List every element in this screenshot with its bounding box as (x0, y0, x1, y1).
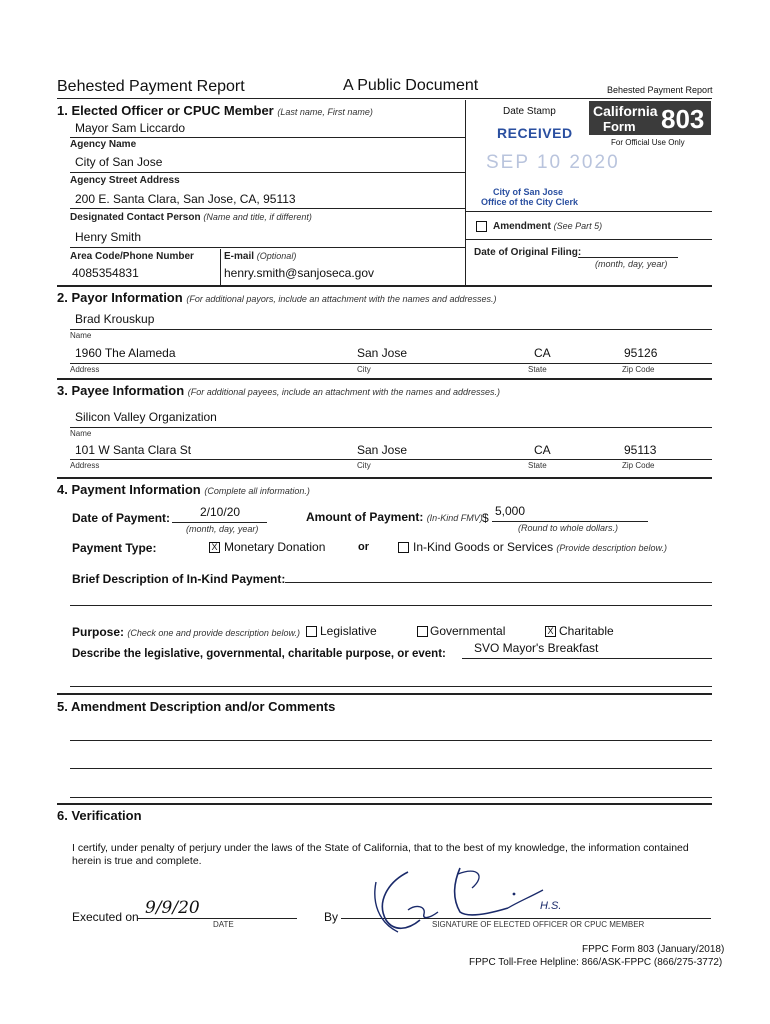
email-label: E-mail (Optional) (224, 251, 297, 262)
comments-line-3[interactable] (70, 797, 712, 798)
payor-state[interactable]: CA (534, 346, 551, 360)
date-label: DATE (213, 920, 234, 929)
executed-date[interactable]: 9/9/20 (145, 898, 200, 918)
stamp-clerk: Office of the City Clerk (481, 197, 579, 207)
signature-initials: H.S. (540, 900, 562, 912)
amendment-label: Amendment (See Part 5) (493, 221, 603, 232)
stamp-city: City of San Jose (493, 187, 564, 197)
payor-city-label: City (357, 365, 371, 374)
stamp-date: SEP 10 2020 (486, 152, 620, 173)
payor-city[interactable]: San Jose (357, 346, 408, 360)
agency-name[interactable]: City of San Jose (75, 155, 163, 169)
badge-state: California (593, 103, 658, 119)
payment-amount-value[interactable]: 5,000 (495, 504, 526, 518)
payee-state-label: State (528, 461, 547, 470)
badge-form: Form (603, 119, 636, 134)
describe-purpose-value[interactable]: SVO Mayor's Breakfast (474, 641, 599, 655)
charitable-checkbox[interactable]: X (545, 626, 556, 637)
inkind-description-label: Brief Description of In-Kind Payment: (72, 572, 286, 586)
charitable-label: Charitable (559, 624, 614, 638)
header-rule (57, 98, 712, 99)
certify-text-line-2: herein is true and complete. (72, 855, 202, 867)
payee-city-label: City (357, 461, 371, 470)
payment-currency: $ (482, 511, 489, 525)
describe-purpose-label: Describe the legislative, governmental, charitable purpose, or event: (72, 648, 446, 660)
payment-date-label: Date of Payment: (72, 511, 171, 525)
payee-city[interactable]: San Jose (357, 443, 408, 457)
form-version: FPPC Form 803 (January/2018) (582, 944, 725, 955)
certify-text-line-1: I certify, under penalty of perjury under the laws of the State of California, that to the best of my knowledge, the information contained (72, 842, 689, 854)
contact-person[interactable]: Henry Smith (75, 230, 142, 244)
payee-address-label: Address (70, 461, 100, 470)
phone-number[interactable]: 4085354831 (72, 266, 139, 280)
governmental-label: Governmental (430, 624, 506, 638)
payment-type-label: Payment Type: (72, 541, 157, 555)
monetary-donation-checkbox[interactable]: X (209, 542, 220, 553)
payor-address-label: Address (70, 365, 100, 374)
inkind-description-field[interactable] (285, 582, 712, 583)
payor-name-label: Name (70, 331, 92, 340)
helpline: FPPC Toll-Free Helpline: 866/ASK-FPPC (866/275-3772) (469, 957, 723, 968)
section-5-heading: 5. Amendment Description and/or Comments (57, 699, 336, 714)
email-address[interactable]: henry.smith@sanjoseca.gov (224, 266, 375, 280)
date-stamp-label: Date Stamp (503, 106, 556, 117)
right-title: Behested Payment Report (607, 85, 713, 95)
purpose-label: Purpose: (Check one and provide description below.) (72, 625, 300, 639)
payee-name[interactable]: Silicon Valley Organization (75, 410, 217, 424)
payor-name[interactable]: Brad Krouskup (75, 312, 155, 326)
governmental-checkbox[interactable] (417, 626, 428, 637)
phone-label: Area Code/Phone Number (70, 251, 194, 262)
inkind-label: In-Kind Goods or Services (Provide description below.) (413, 540, 667, 554)
monetary-donation-label: Monetary Donation (224, 540, 326, 554)
section-6-heading: 6. Verification (57, 808, 142, 823)
stamp-received: RECEIVED (497, 125, 573, 141)
payment-amount-note: (Round to whole dollars.) (518, 523, 619, 533)
form-badge (589, 101, 711, 135)
original-filing-note: (month, day, year) (595, 259, 668, 269)
payee-zip-label: Zip Code (622, 461, 655, 470)
agency-address[interactable]: 200 E. Santa Clara, San Jose, CA, 95113 (75, 192, 296, 206)
section-3-heading: 3. Payee Information (For additional payees, include an attachment with the names and addresses.) (57, 383, 500, 398)
payment-date-value[interactable]: 2/10/20 (200, 505, 241, 519)
report-title: Behested Payment Report (57, 78, 245, 95)
payee-address[interactable]: 101 W Santa Clara St (75, 443, 192, 457)
legislative-checkbox[interactable] (306, 626, 317, 637)
payor-state-label: State (528, 365, 547, 374)
executed-on-label: Executed on (72, 910, 139, 924)
payment-date-note: (month, day, year) (186, 524, 259, 534)
payor-zip-label: Zip Code (622, 365, 655, 374)
agency-name-label: Agency Name (70, 139, 137, 150)
comments-line-1[interactable] (70, 740, 712, 741)
payor-zip[interactable]: 95126 (624, 346, 658, 360)
payee-name-label: Name (70, 429, 92, 438)
signature-label: SIGNATURE OF ELECTED OFFICER OR CPUC MEMBER (432, 920, 645, 929)
payee-state[interactable]: CA (534, 443, 551, 457)
section-1-heading: 1. Elected Officer or CPUC Member (Last name, First name) (57, 103, 373, 118)
payee-zip[interactable]: 95113 (624, 443, 657, 457)
section-2-heading: 2. Payor Information (For additional payors, include an attachment with the names and addresses.) (57, 290, 497, 305)
or-label: or (358, 541, 369, 553)
comments-line-2[interactable] (70, 768, 712, 769)
contact-person-label: Designated Contact Person (Name and title, if different) (70, 212, 312, 223)
section-4-heading: 4. Payment Information (Complete all information.) (57, 482, 310, 497)
agency-address-label: Agency Street Address (70, 175, 180, 186)
by-label: By (324, 910, 339, 924)
amendment-checkbox[interactable] (476, 221, 487, 232)
payor-address[interactable]: 1960 The Alameda (75, 346, 176, 360)
badge-number: 803 (661, 104, 705, 134)
payment-amount-label: Amount of Payment: (In-Kind FMV) (306, 510, 483, 524)
inkind-checkbox[interactable] (398, 542, 409, 553)
original-filing-field[interactable] (578, 257, 678, 258)
legislative-label: Legislative (320, 624, 377, 638)
officer-name[interactable]: Mayor Sam Liccardo (75, 121, 186, 135)
public-document-label: A Public Document (343, 77, 479, 94)
original-filing-label: Date of Original Filing: (474, 247, 582, 258)
official-use-label: For Official Use Only (611, 138, 685, 147)
